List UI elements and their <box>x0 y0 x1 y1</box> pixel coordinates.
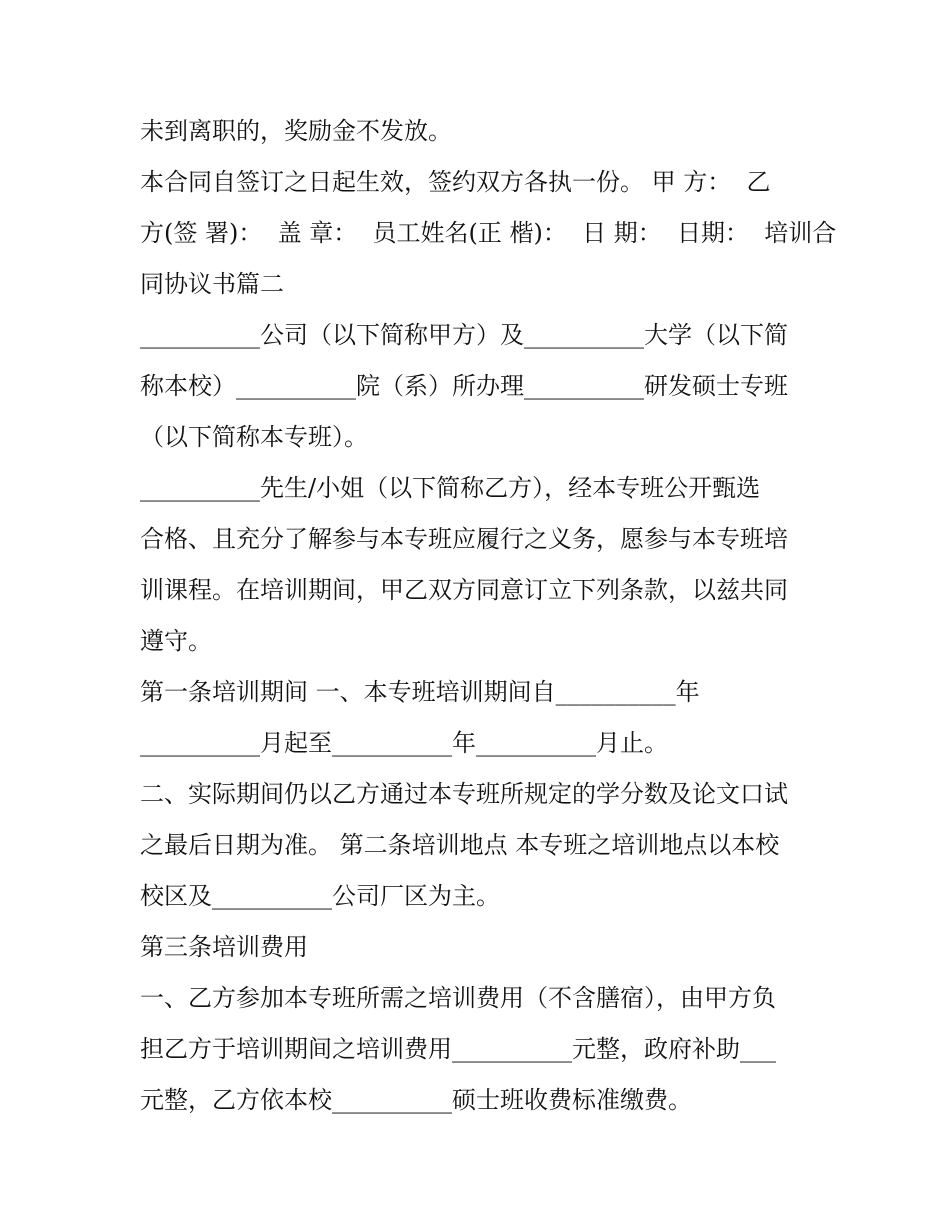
text-line: __________公司（以下简称甲方）及__________大学（以下简 <box>140 321 788 349</box>
text-line: 第三条培训费用 <box>140 933 308 961</box>
text-line: 本合同自签订之日起生效，签约双方各执一份。 甲 方： 乙 <box>140 168 771 196</box>
text-line: 第一条培训期间 一、本专班培训期间自__________年 <box>140 678 700 706</box>
text-line: 训课程。在培训期间，甲乙双方同意订立下列条款，以兹共同 <box>140 576 788 604</box>
contract-text <box>140 106 837 1126</box>
text-line: 遵守。 <box>140 627 212 655</box>
text-line: 未到离职的，奖励金不发放。 <box>140 117 452 145</box>
text-line: 二、实际期间仍以乙方通过本专班所规定的学分数及论文口试 <box>140 780 788 808</box>
text-line: __________月起至__________年__________月止。 <box>140 729 668 757</box>
text-line: 之最后日期为准。 第二条培训地点 本专班之培训地点以本校 <box>140 831 780 859</box>
text-line: __________先生/小姐（以下简称乙方），经本专班公开甄选 <box>140 474 761 502</box>
text-line: 担乙方于培训期间之培训费用__________元整，政府补助___ <box>140 1035 776 1063</box>
text-line: 同协议书篇二 <box>140 270 284 298</box>
text-line: （以下简称本专班）。 <box>140 423 368 451</box>
text-line: 方(签 署)： 盖 章： 员工姓名(正 楷)： 日 期： 日期： 培训合 <box>140 219 837 247</box>
text-line: 校区及__________公司厂区为主。 <box>140 882 500 910</box>
text-line: 一、乙方参加本专班所需之培训费用（不含膳宿），由甲方负 <box>140 984 776 1012</box>
text-line: 称本校）__________院（系）所办理__________研发硕士专班 <box>140 372 788 400</box>
text-line: 元整，乙方依本校__________硕士班收费标准缴费。 <box>140 1086 692 1114</box>
text-line: 合格、且充分了解参与本专班应履行之义务，愿参与本专班培 <box>140 525 788 553</box>
